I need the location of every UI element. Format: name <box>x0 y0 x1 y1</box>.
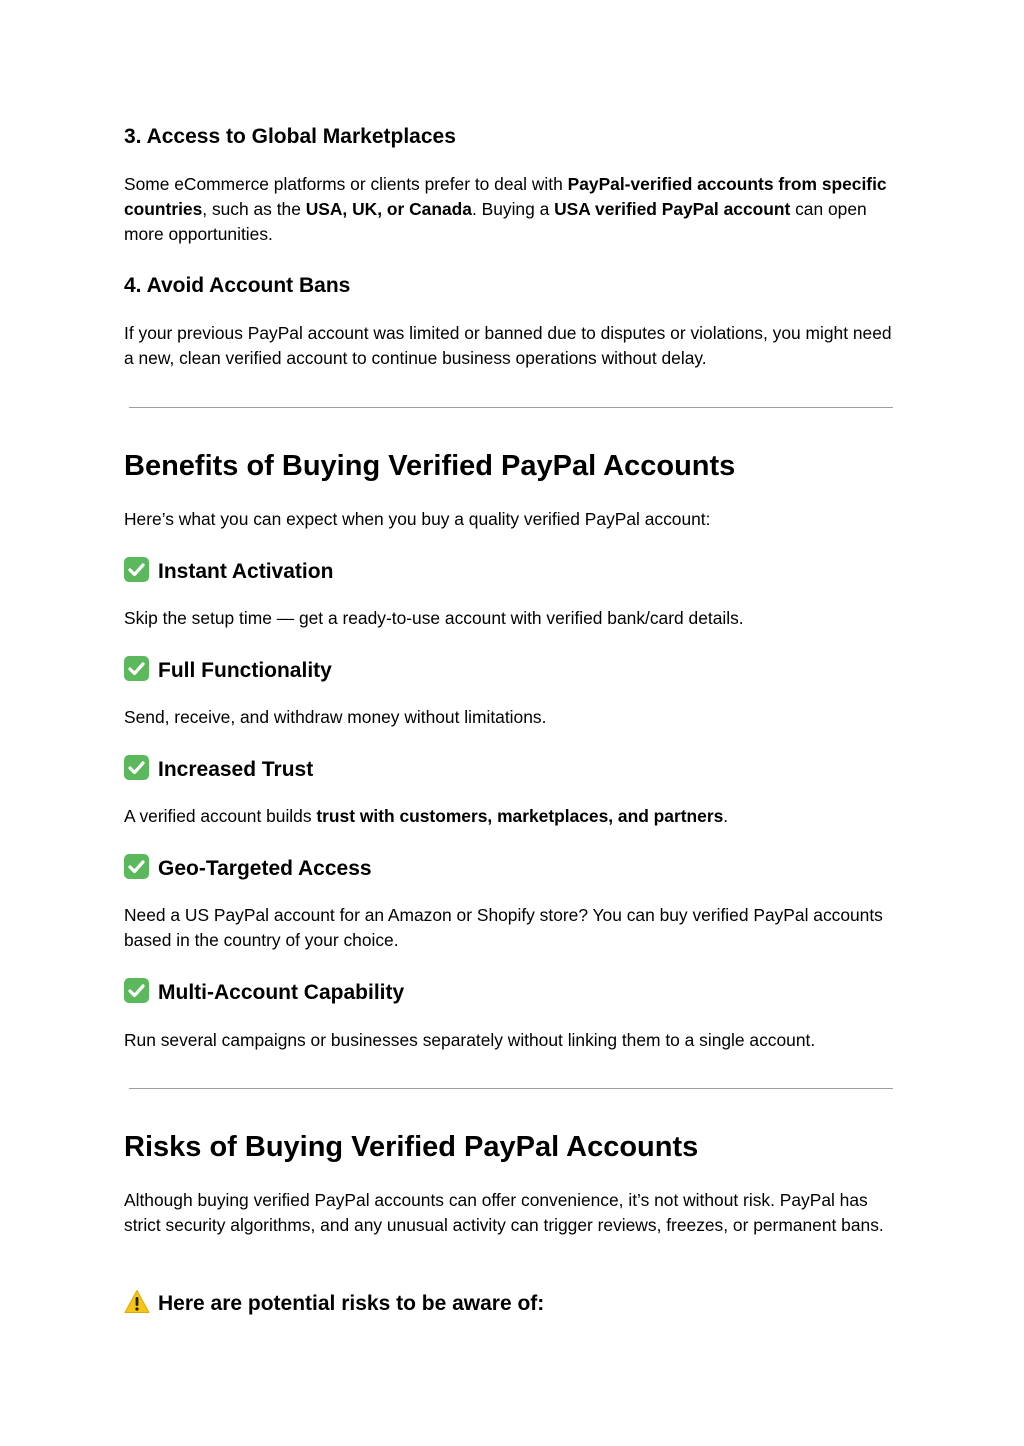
heading-access-global-marketplaces: 3. Access to Global Marketplaces <box>124 125 456 148</box>
heading-full-functionality <box>124 656 332 684</box>
heading-potential-risks <box>124 1289 544 1317</box>
paragraph-avoid-account-bans: If your previous PayPal account was limited or banned due to disputes or violations, you might need a new, clean verified account to continue business operations without delay. <box>124 323 892 368</box>
benefit-heading-label: Geo-Targeted Access <box>158 857 372 880</box>
heading-avoid-account-bans: 4. Avoid Account Bans <box>124 274 351 297</box>
heading-increased-trust <box>124 755 313 783</box>
bold-span: USA, UK, or Canada <box>305 199 472 219</box>
text-span: can open more opportunities. <box>124 199 867 244</box>
heading-instant-activation <box>124 557 333 585</box>
paragraph-global-marketplaces <box>124 172 904 247</box>
benefit-heading-label: Full Functionality <box>158 659 332 682</box>
bold-span: PayPal-verified accounts from specific countries <box>124 174 887 219</box>
check-mark-button-icon <box>124 978 149 1003</box>
benefit-heading-label: Instant Activation <box>158 560 334 583</box>
check-mark-button-icon <box>124 755 149 780</box>
check-mark-button-icon <box>124 854 149 879</box>
text-span: A verified account builds <box>124 806 317 826</box>
text-span: . Buying a <box>471 199 555 219</box>
section-divider <box>129 407 893 408</box>
paragraph-full-functionality: Send, receive, and withdraw money without limitations. <box>124 707 547 727</box>
warning-heading-label: Here are potential risks to be aware of: <box>158 1292 545 1315</box>
heading-geo-targeted-access <box>124 854 372 882</box>
heading-benefits: Benefits of Buying Verified PayPal Accounts <box>124 450 736 482</box>
heading-multi-account-capability <box>124 978 404 1006</box>
heading-risks: Risks of Buying Verified PayPal Accounts <box>124 1131 699 1163</box>
check-mark-button-icon <box>124 557 149 582</box>
text-span: , such as the <box>202 199 306 219</box>
warning-icon <box>124 1289 150 1314</box>
text-span: Some eCommerce platforms or clients prefer to deal with <box>124 174 568 194</box>
section-divider <box>129 1088 893 1089</box>
benefit-heading-label: Increased Trust <box>158 758 314 781</box>
paragraph-risks-intro: Although buying verified PayPal accounts can offer convenience, it’s not without risk. PayPal has strict security algorithms, and any unusual activity can trigger reviews, freezes, or permanent bans. <box>124 1190 884 1235</box>
paragraph-multi-account-capability: Run several campaigns or businesses separately without linking them to a single account. <box>124 1030 816 1050</box>
check-mark-button-icon <box>124 656 149 681</box>
paragraph-geo-targeted-access: Need a US PayPal account for an Amazon or Shopify store? You can buy verified PayPal accounts based in the country of your choice. <box>124 905 883 950</box>
benefit-heading-label: Multi-Account Capability <box>158 981 405 1004</box>
bold-span: USA verified PayPal account <box>554 199 791 219</box>
paragraph-benefits-intro: Here’s what you can expect when you buy a quality verified PayPal account: <box>124 509 711 529</box>
bold-span: trust with customers, marketplaces, and partners <box>316 806 724 826</box>
text-span: . <box>723 806 729 826</box>
paragraph-increased-trust <box>124 804 904 829</box>
paragraph-instant-activation: Skip the setup time — get a ready-to-use account with verified bank/card details. <box>124 608 744 628</box>
